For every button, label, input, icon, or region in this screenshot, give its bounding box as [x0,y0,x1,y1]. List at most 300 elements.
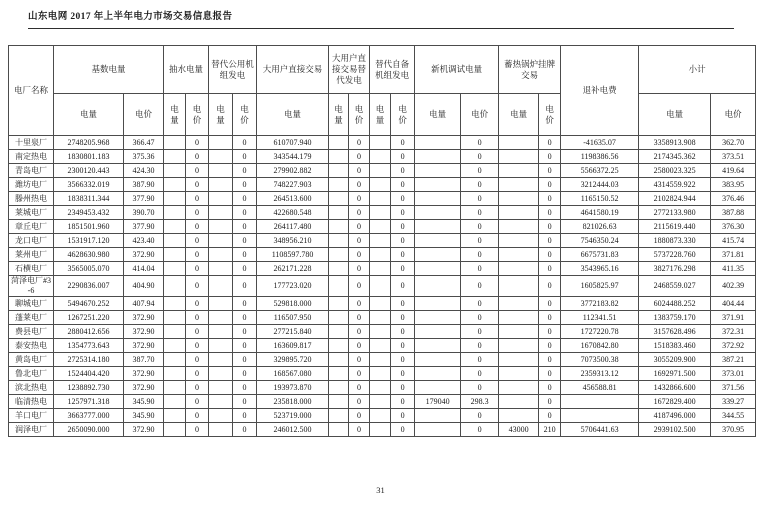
value-cell: 1432866.600 [639,381,711,395]
plant-name-cell: 青岛电厂 [9,164,54,178]
column-subheader: 电量 [499,94,539,136]
value-cell: 0 [461,248,499,262]
table-row [9,325,756,339]
value-cell: 0 [461,192,499,206]
value-cell [561,395,639,409]
column-group-header: 小计 [639,46,756,94]
value-cell: 1838311.344 [54,192,124,206]
value-cell: 610707.940 [257,136,329,150]
value-cell: 0 [233,339,257,353]
value-cell: 1692971.500 [639,367,711,381]
plant-name-cell: 黄岛电厂 [9,353,54,367]
value-cell: 0 [391,220,415,234]
value-cell: 0 [391,423,415,437]
value-cell [329,136,349,150]
value-cell: 2290836.007 [54,276,124,297]
value-cell [329,220,349,234]
value-cell: 0 [186,395,209,409]
value-cell: 0 [539,248,561,262]
value-cell: 0 [391,311,415,325]
value-cell: 0 [186,234,209,248]
value-cell: 0 [349,248,370,262]
value-cell: 339.27 [711,395,756,409]
value-cell: 112341.51 [561,311,639,325]
table-row [9,248,756,262]
value-cell [415,234,461,248]
value-cell [499,178,539,192]
value-cell: 345.90 [124,395,164,409]
value-cell [209,409,233,423]
value-cell: 0 [391,262,415,276]
value-cell: 383.95 [711,178,756,192]
value-cell: 1198386.56 [561,150,639,164]
value-cell [329,297,349,311]
value-cell: 0 [186,220,209,234]
value-cell [329,178,349,192]
value-cell: 0 [233,262,257,276]
value-cell: 246012.500 [257,423,329,437]
value-cell: 0 [391,409,415,423]
value-cell: 0 [186,367,209,381]
value-cell: 372.90 [124,311,164,325]
value-cell: 0 [349,367,370,381]
value-cell: 3543965.16 [561,262,639,276]
value-cell: 298.3 [461,395,499,409]
value-cell: 0 [349,311,370,325]
document-title: 山东电网 2017 年上半年电力市场交易信息报告 [28,12,233,22]
value-cell: 372.90 [124,367,164,381]
value-cell [329,311,349,325]
value-cell: 0 [233,136,257,150]
value-cell: 372.31 [711,325,756,339]
value-cell: 370.95 [711,423,756,437]
value-cell: 0 [391,381,415,395]
value-cell: 0 [461,262,499,276]
value-cell [370,150,391,164]
value-cell [209,423,233,437]
value-cell: 2650090.000 [54,423,124,437]
value-cell: 423.40 [124,234,164,248]
value-cell: 343544.179 [257,150,329,164]
table-row [9,234,756,248]
value-cell [499,311,539,325]
column-subheader: 电量 [370,94,391,136]
value-cell: -41635.07 [561,136,639,150]
value-cell: 821026.63 [561,220,639,234]
value-cell: 0 [461,136,499,150]
column-subheader: 电价 [539,94,561,136]
value-cell [370,395,391,409]
value-cell [209,262,233,276]
value-cell: 0 [186,262,209,276]
table-row [9,395,756,409]
value-cell [415,150,461,164]
value-cell: 1257971.318 [54,395,124,409]
value-cell: 2174345.362 [639,150,711,164]
value-cell: 402.39 [711,276,756,297]
value-cell [209,353,233,367]
value-cell: 116507.950 [257,311,329,325]
value-cell: 2468559.027 [639,276,711,297]
value-cell [370,262,391,276]
plant-name-cell: 临清热电 [9,395,54,409]
value-cell: 523719.000 [257,409,329,423]
value-cell [499,192,539,206]
value-cell: 0 [186,192,209,206]
value-cell: 2300120.443 [54,164,124,178]
value-cell: 0 [461,178,499,192]
value-cell [164,367,186,381]
value-cell: 0 [233,423,257,437]
value-cell [370,367,391,381]
value-cell [209,206,233,220]
value-cell [499,248,539,262]
value-cell: 210 [539,423,561,437]
value-cell [370,297,391,311]
value-cell: 0 [539,409,561,423]
value-cell: 0 [233,234,257,248]
value-cell: 0 [461,311,499,325]
value-cell: 344.55 [711,409,756,423]
value-cell: 0 [391,367,415,381]
value-cell: 0 [539,234,561,248]
table-row [9,220,756,234]
value-cell [370,178,391,192]
value-cell [370,409,391,423]
value-cell: 329895.720 [257,353,329,367]
value-cell: 0 [233,220,257,234]
value-cell: 0 [539,192,561,206]
value-cell: 0 [391,178,415,192]
value-cell: 0 [461,353,499,367]
value-cell: 5706441.63 [561,423,639,437]
value-cell: 0 [349,136,370,150]
value-cell [370,220,391,234]
value-cell: 424.30 [124,164,164,178]
value-cell [499,262,539,276]
value-cell: 193973.870 [257,381,329,395]
value-cell [499,297,539,311]
value-cell: 404.44 [711,297,756,311]
value-cell: 419.64 [711,164,756,178]
value-cell: 163609.817 [257,339,329,353]
value-cell: 1531917.120 [54,234,124,248]
plant-name-cell: 羊口电厂 [9,409,54,423]
value-cell: 2359313.12 [561,367,639,381]
table-row [9,339,756,353]
value-cell [164,262,186,276]
value-cell [329,381,349,395]
value-cell: 377.90 [124,220,164,234]
plant-name-cell: 滨北热电 [9,381,54,395]
value-cell: 3566332.019 [54,178,124,192]
value-cell [499,220,539,234]
value-cell [164,311,186,325]
column-subheader: 电量 [54,94,124,136]
value-cell [415,192,461,206]
table-row [9,367,756,381]
value-cell [209,339,233,353]
column-group-header: 基数电量 [54,46,164,94]
value-cell: 0 [391,248,415,262]
plant-name-cell: 十里泉厂 [9,136,54,150]
value-cell [209,136,233,150]
value-cell [370,164,391,178]
column-subheader: 电量 [329,94,349,136]
value-cell: 0 [233,164,257,178]
value-cell [164,297,186,311]
value-cell: 0 [186,325,209,339]
value-cell [209,150,233,164]
value-cell: 0 [349,206,370,220]
value-cell [164,150,186,164]
value-cell: 3663777.000 [54,409,124,423]
plant-name-cell: 章丘电厂 [9,220,54,234]
value-cell: 1354773.643 [54,339,124,353]
value-cell [209,234,233,248]
column-group-header: 大用户直接交易替代发电 [329,46,370,94]
value-cell: 0 [391,192,415,206]
value-cell: 0 [391,150,415,164]
value-cell: 0 [391,325,415,339]
column-group-header: 电厂名称 [9,46,54,136]
value-cell: 3565005.070 [54,262,124,276]
value-cell: 0 [233,192,257,206]
value-cell: 0 [349,220,370,234]
value-cell: 2102824.944 [639,192,711,206]
plant-name-cell: 聊城电厂 [9,297,54,311]
value-cell [499,206,539,220]
value-cell [370,248,391,262]
value-cell [329,353,349,367]
value-cell: 1880873.330 [639,234,711,248]
value-cell: 0 [349,339,370,353]
value-cell [415,220,461,234]
plant-name-cell: 潍坊电厂 [9,178,54,192]
value-cell [209,178,233,192]
column-subheader: 电量 [415,94,461,136]
value-cell: 0 [539,395,561,409]
column-subheader: 电价 [124,94,164,136]
value-cell [329,192,349,206]
value-cell: 375.36 [124,150,164,164]
value-cell [329,367,349,381]
value-cell: 1267251.220 [54,311,124,325]
value-cell: 0 [461,381,499,395]
value-cell: 0 [461,423,499,437]
value-cell: 0 [461,297,499,311]
value-cell: 376.46 [711,192,756,206]
value-cell: 0 [349,178,370,192]
value-cell: 2115619.440 [639,220,711,234]
column-group-header: 替代自备机组发电 [370,46,415,94]
value-cell: 0 [349,234,370,248]
value-cell: 0 [391,206,415,220]
table-row [9,178,756,192]
value-cell: 0 [349,164,370,178]
plant-name-cell: 莱城电厂 [9,206,54,220]
column-subheader: 电量 [209,94,233,136]
value-cell [329,276,349,297]
value-cell [499,367,539,381]
value-cell [329,164,349,178]
value-cell [164,423,186,437]
value-cell [209,395,233,409]
value-cell: 0 [539,220,561,234]
market-data-table [8,45,756,437]
table-row [9,423,756,437]
value-cell: 0 [186,381,209,395]
value-cell [164,234,186,248]
value-cell [370,381,391,395]
value-cell: 2748205.968 [54,136,124,150]
value-cell [370,136,391,150]
value-cell: 0 [461,325,499,339]
value-cell: 0 [186,164,209,178]
value-cell: 0 [233,276,257,297]
value-cell [499,339,539,353]
value-cell: 0 [233,297,257,311]
value-cell: 0 [349,192,370,206]
column-group-header: 新机调试电量 [415,46,499,94]
value-cell: 2725314.180 [54,353,124,367]
value-cell: 3827176.298 [639,262,711,276]
value-cell: 0 [391,276,415,297]
value-cell: 0 [461,234,499,248]
value-cell [415,297,461,311]
plant-name-cell: 石横电厂 [9,262,54,276]
column-subheader: 电量 [257,94,329,136]
value-cell: 1672829.400 [639,395,711,409]
value-cell: 0 [539,164,561,178]
value-cell: 235818.000 [257,395,329,409]
value-cell [499,136,539,150]
value-cell: 371.56 [711,381,756,395]
value-cell: 0 [539,325,561,339]
value-cell [209,164,233,178]
value-cell [164,339,186,353]
value-cell [370,192,391,206]
value-cell: 4628630.980 [54,248,124,262]
value-cell [415,262,461,276]
value-cell [415,164,461,178]
value-cell: 0 [539,297,561,311]
value-cell [164,136,186,150]
column-group-header: 蓄热锅炉挂牌交易 [499,46,561,94]
value-cell: 372.90 [124,339,164,353]
value-cell: 4641580.19 [561,206,639,220]
value-cell: 0 [349,262,370,276]
value-cell [164,192,186,206]
value-cell: 2939102.500 [639,423,711,437]
value-cell: 0 [186,136,209,150]
value-cell: 415.74 [711,234,756,248]
value-cell: 0 [186,178,209,192]
plant-name-cell: 润泽电厂 [9,423,54,437]
document-header [28,6,734,29]
value-cell: 372.90 [124,248,164,262]
value-cell: 0 [349,381,370,395]
value-cell: 0 [539,367,561,381]
value-cell: 0 [233,395,257,409]
value-cell: 373.51 [711,150,756,164]
column-subheader: 电价 [186,94,209,136]
value-cell: 0 [233,325,257,339]
value-cell [329,339,349,353]
column-subheader: 电价 [461,94,499,136]
value-cell [499,409,539,423]
value-cell [499,150,539,164]
value-cell: 0 [349,297,370,311]
value-cell: 366.47 [124,136,164,150]
value-cell: 4314559.922 [639,178,711,192]
value-cell [415,409,461,423]
value-cell [164,381,186,395]
value-cell: 376.30 [711,220,756,234]
column-group-header: 大用户直接交易 [257,46,329,94]
value-cell: 414.04 [124,262,164,276]
table-row [9,206,756,220]
value-cell: 5494670.252 [54,297,124,311]
value-cell: 1727220.78 [561,325,639,339]
table-header [9,46,756,136]
value-cell [164,248,186,262]
value-cell: 5566372.25 [561,164,639,178]
value-cell [209,325,233,339]
value-cell: 0 [461,164,499,178]
table-row [9,164,756,178]
value-cell: 0 [233,381,257,395]
value-cell: 0 [461,206,499,220]
value-cell [415,367,461,381]
value-cell: 0 [539,150,561,164]
value-cell [499,276,539,297]
value-cell: 1108597.780 [257,248,329,262]
value-cell: 371.81 [711,248,756,262]
value-cell: 3055209.900 [639,353,711,367]
value-cell: 1670842.80 [561,339,639,353]
value-cell: 0 [461,409,499,423]
value-cell: 0 [461,150,499,164]
value-cell: 407.94 [124,297,164,311]
value-cell: 387.70 [124,353,164,367]
value-cell: 0 [186,423,209,437]
value-cell: 411.35 [711,262,756,276]
value-cell: 0 [186,248,209,262]
value-cell: 1383759.170 [639,311,711,325]
value-cell: 348956.210 [257,234,329,248]
column-group-header: 抽水电量 [164,46,209,94]
column-subheader: 电价 [391,94,415,136]
value-cell [370,325,391,339]
plant-name-cell: 费县电厂 [9,325,54,339]
value-cell: 372.92 [711,339,756,353]
value-cell [209,381,233,395]
value-cell [415,248,461,262]
value-cell [499,353,539,367]
value-cell [415,206,461,220]
value-cell: 371.91 [711,311,756,325]
value-cell [415,276,461,297]
value-cell: 362.70 [711,136,756,150]
value-cell: 0 [186,353,209,367]
value-cell: 0 [349,150,370,164]
value-cell [499,164,539,178]
value-cell: 179040 [415,395,461,409]
value-cell: 0 [539,178,561,192]
value-cell: 0 [461,276,499,297]
value-cell [415,136,461,150]
